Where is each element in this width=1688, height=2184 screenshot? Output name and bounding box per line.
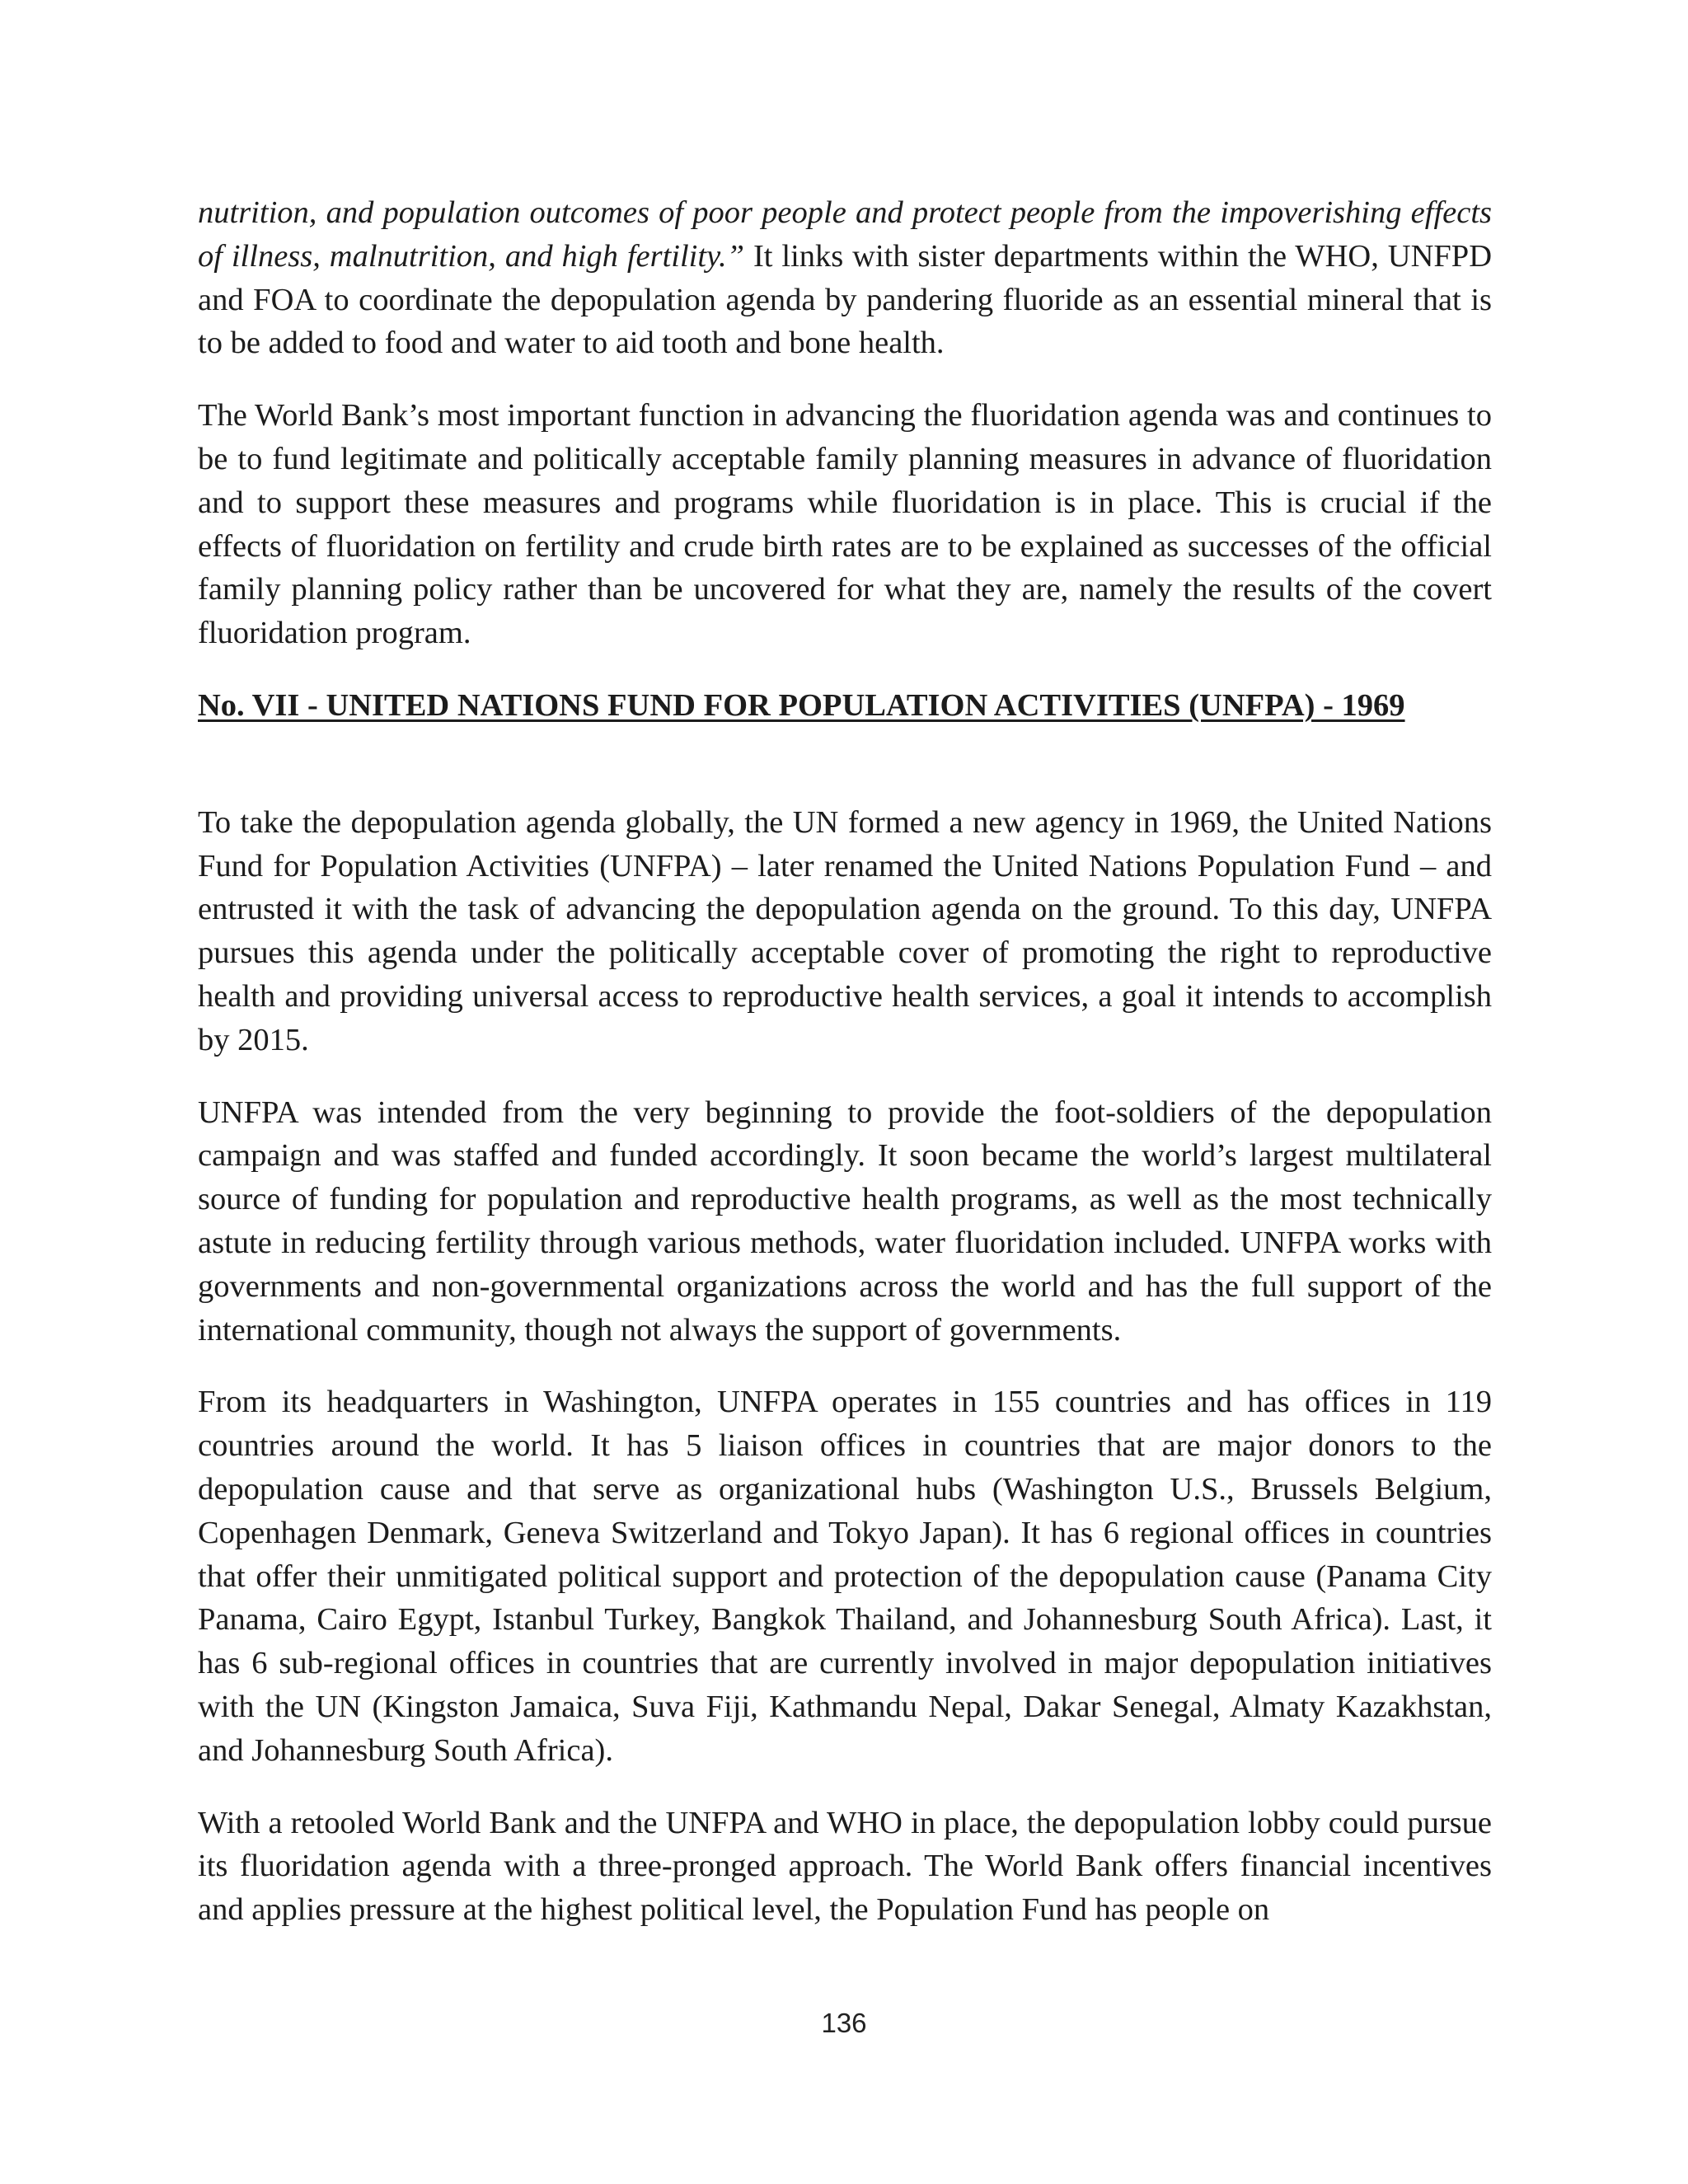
- page-body: [198, 191, 1492, 1961]
- paragraph-6: With a retooled World Bank and the UNFPA and WHO in place, the depopulation lobby could pursue its fluoridation agenda with a three-pronged approach. The World Bank offers financial incentives and applies pressure at the highest political level, the Population Fund has people on: [198, 1805, 1492, 1928]
- paragraph-4: UNFPA was intended from the very beginning to provide the foot-soldiers of the depopulation campaign and was staffed and funded accordingly. It soon became the world’s largest multilateral source of funding for population and reproductive health programs, as well as the most technically astute in reducing fertility through various methods, water fluoridation included. UNFPA works with governments and non-governmental organizations across the world and has the full support of the international community, though not always the support of governments.: [198, 1094, 1492, 1347]
- paragraph-1-text: It links with sister departments within the WHO, UNFPD and FOA to coordinate the depopulation agenda by pandering fluoride as an essential mineral that is to be added to food and water to aid tooth and bone health.: [198, 238, 1492, 361]
- section-heading: No. VII - UNITED NATIONS FUND FOR POPULATION ACTIVITIES (UNFPA) - 1969: [198, 687, 1405, 723]
- page-number: 136: [821, 2008, 867, 2038]
- paragraph-5: From its headquarters in Washington, UNFPA operates in 155 countries and has offices in 119 countries around the world. It has 5 liaison offices in countries that are major donors to the depopulation cause and that serve as organizational hubs (Washington U.S., Brussels Belgium, Copenhagen Denmark, Geneva Switzerland and Tokyo Japan). It has 6 regional offices in countries that offer their unmitigated political support and protection of the depopulation cause (Panama City Panama, Cairo Egypt, Istanbul Turkey, Bangkok Thailand, and Johannesburg South Africa). Last, it has 6 sub-regional offices in countries that are currently involved in major depopulation initiatives with the UN (Kingston Jamaica, Suva Fiji, Kathmandu Nepal, Dakar Senegal, Almaty Kazakhstan, and Johannesburg South Africa).: [198, 1385, 1492, 1768]
- paragraph-2: The World Bank’s most important function in advancing the fluoridation agenda was and continues to be to fund legitimate and politically acceptable family planning measures in advance of fluoridation and to support these measures and programs while fluoridation is in place. This is crucial if the effects of fluoridation on fertility and crude birth rates are to be explained as successes of the official family planning policy rather than be uncovered for what they are, namely the results of the covert fluoridation program.: [198, 398, 1492, 651]
- paragraph-1: [198, 191, 1492, 365]
- paragraph-3: To take the depopulation agenda globally, the UN formed a new agency in 1969, the United Nations Fund for Population Activities (UNFPA) – later renamed the United Nations Population Fund – and entrusted it with the task of advancing the depopulation agenda on the ground. To this day, UNFPA pursues this agenda under the politically acceptable cover of promoting the right to reproductive health and providing universal access to reproductive health services, a goal it intends to accomplish by 2015.: [198, 804, 1492, 1057]
- paragraph-1-italic-quote: nutrition, and population outcomes of poor people and protect people from the impoverishing effects of illness, malnutrition, and high fertility.”: [198, 195, 1492, 274]
